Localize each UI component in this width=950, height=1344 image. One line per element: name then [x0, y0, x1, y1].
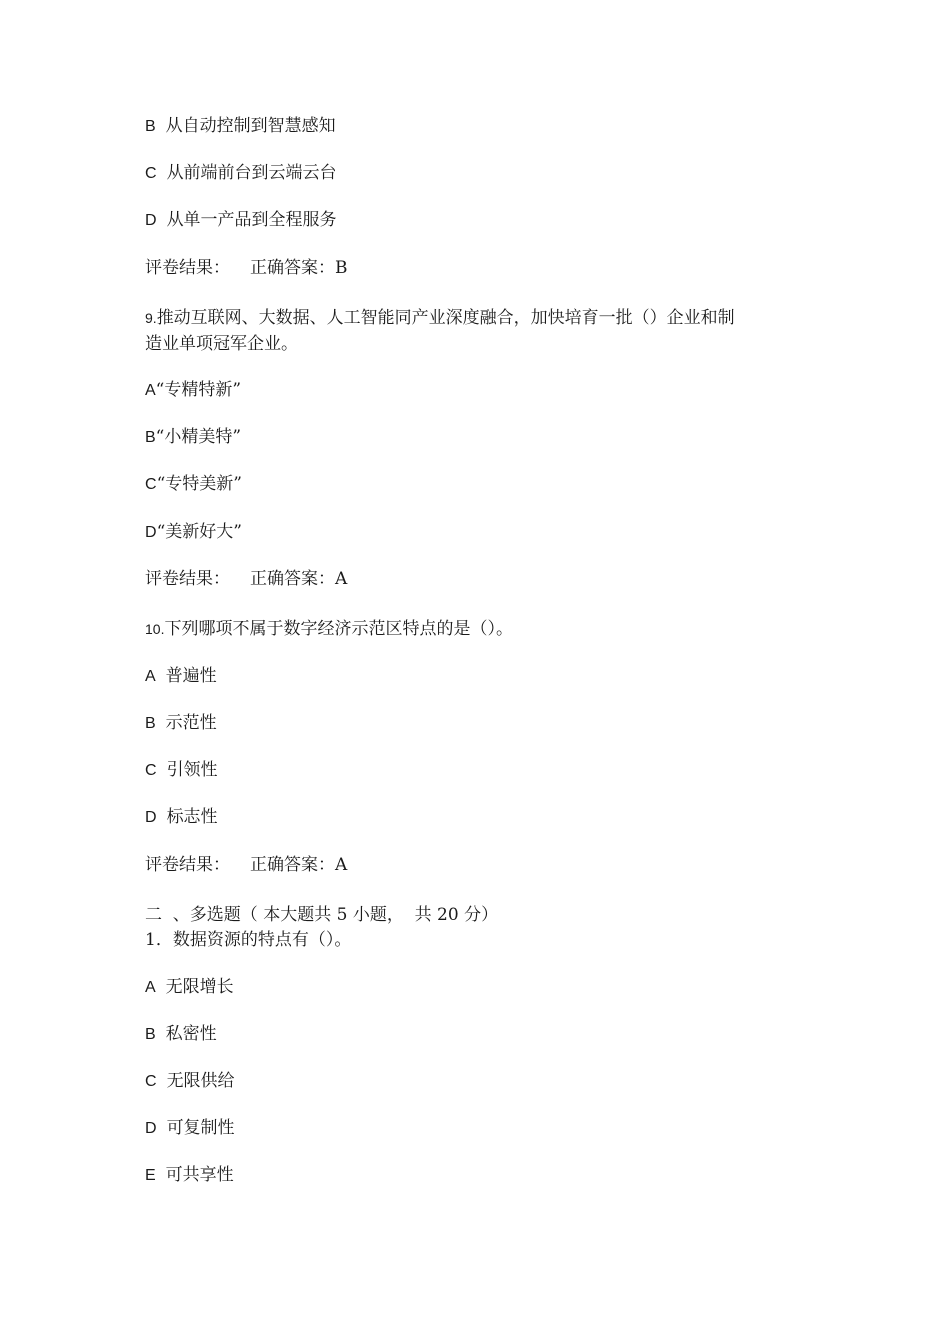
option-text: 可复制性: [166, 1118, 235, 1138]
option-letter: B: [145, 715, 156, 732]
option-text: “专特美新”: [156, 474, 242, 494]
option-a: [145, 664, 217, 689]
section-heading: 二 、多选题（ 本大题共 5 小题， 共 20 分）: [145, 905, 499, 925]
option-letter: E: [145, 1167, 156, 1184]
option-e: [145, 1163, 234, 1188]
option-b: [145, 1022, 217, 1047]
question-text: 造业单项冠军企业。: [145, 334, 298, 354]
option-d: [145, 1116, 235, 1141]
option-letter: C: [145, 762, 157, 779]
correct-answer: 正确答案：B: [250, 258, 348, 278]
option-text: 示范性: [165, 713, 217, 733]
option-d: [145, 520, 242, 545]
option-text: 从自动控制到智慧感知: [165, 116, 336, 136]
option-b: [145, 114, 336, 139]
correct-answer: 正确答案：A: [250, 569, 348, 589]
option-text: “专精特新”: [155, 380, 242, 400]
question-text: 下列哪项不属于数字经济示范区特点的是（）。: [164, 619, 513, 639]
option-c: [145, 161, 337, 186]
option-letter: D: [145, 809, 157, 826]
grading-result: [145, 853, 347, 877]
option-text: 从前端前台到云端云台: [166, 163, 337, 183]
option-text: “小精美特”: [155, 427, 242, 447]
option-letter: D: [145, 212, 157, 229]
question-10-stem: [145, 617, 513, 641]
option-b: [145, 711, 217, 736]
option-text: “美新好大”: [156, 522, 242, 542]
option-text: 无限增长: [165, 977, 234, 997]
correct-answer: 正确答案：A: [250, 855, 348, 875]
option-text: 私密性: [165, 1024, 217, 1044]
option-c: [145, 472, 242, 497]
option-c: [145, 1069, 235, 1094]
question-9-stem: [145, 306, 735, 330]
option-letter: B: [145, 429, 156, 446]
question-number: 10.: [145, 621, 165, 637]
option-d: [145, 208, 337, 233]
option-letter: C: [145, 165, 157, 182]
option-a: [145, 378, 241, 403]
option-d: [145, 805, 218, 830]
result-label: 评卷结果：: [145, 258, 230, 278]
option-letter: C: [145, 1073, 157, 1090]
option-letter: A: [145, 382, 156, 399]
grading-result: [145, 567, 347, 591]
grading-result: [145, 256, 348, 280]
option-c: [145, 758, 218, 783]
option-text: 引领性: [166, 760, 218, 780]
question-number: 9.: [145, 310, 157, 326]
option-b: [145, 425, 241, 450]
multi-question-1-stem: 1．数据资源的特点有（）。: [145, 930, 352, 950]
option-letter: A: [145, 979, 156, 996]
option-text: 无限供给: [166, 1071, 235, 1091]
question-text: 推动互联网、大数据、人工智能同产业深度融合，加快培育一批（）企业和制: [156, 308, 735, 328]
result-label: 评卷结果：: [145, 855, 230, 875]
option-a: [145, 975, 234, 1000]
option-text: 从单一产品到全程服务: [166, 210, 337, 230]
option-letter: A: [145, 668, 156, 685]
option-text: 可共享性: [165, 1165, 234, 1185]
option-letter: D: [145, 1120, 157, 1137]
result-label: 评卷结果：: [145, 569, 230, 589]
option-letter: D: [145, 524, 157, 541]
option-text: 普遍性: [165, 666, 217, 686]
option-letter: B: [145, 1026, 156, 1043]
option-letter: C: [145, 476, 157, 493]
question-9-stem-cont: [145, 332, 298, 356]
option-letter: B: [145, 118, 156, 135]
option-text: 标志性: [166, 807, 218, 827]
